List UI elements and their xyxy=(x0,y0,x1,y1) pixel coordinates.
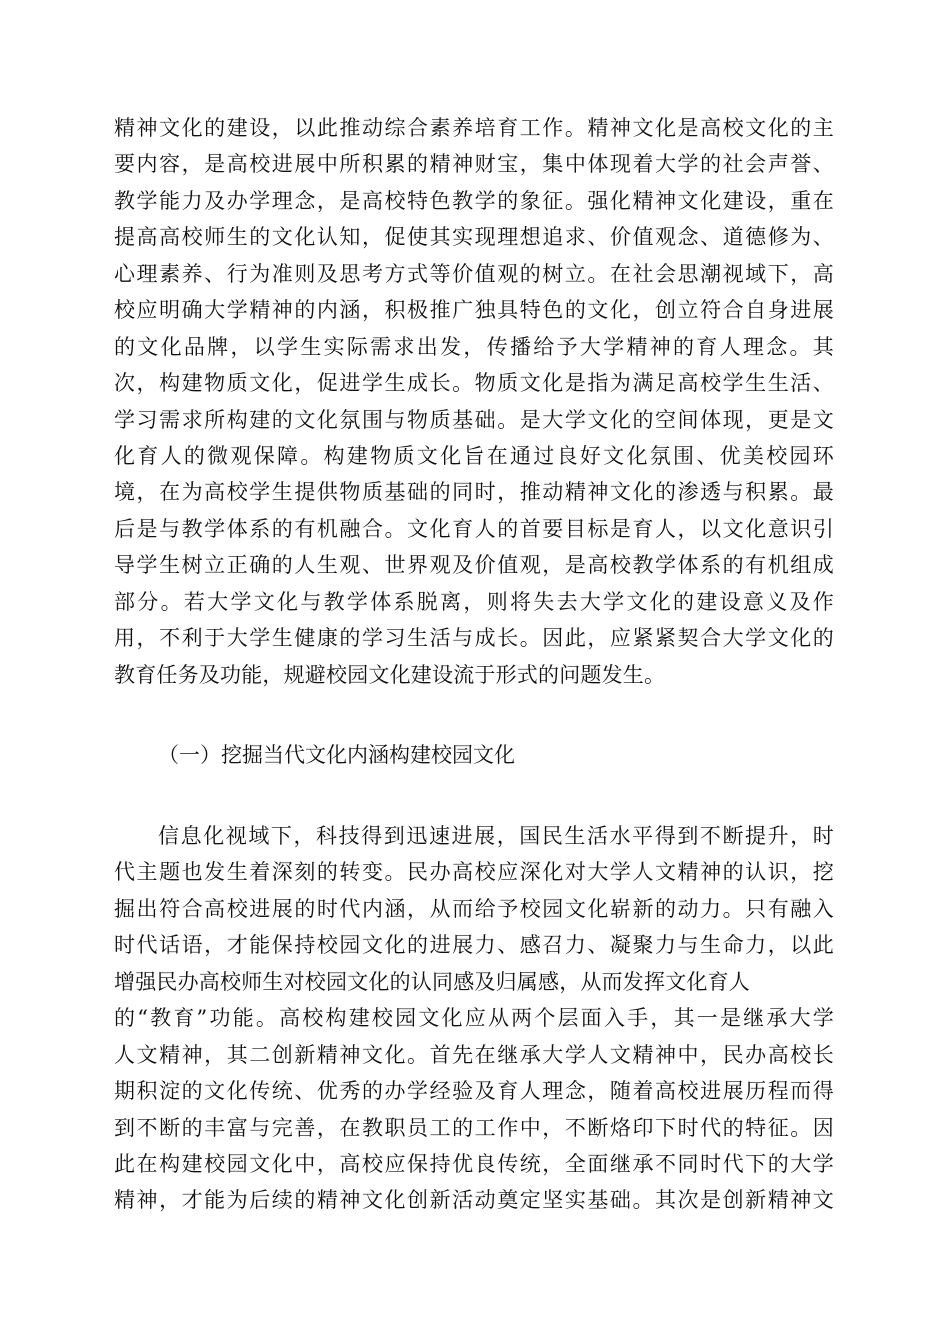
text-line: 信息化视域下，科技得到迅速进展，国民生活水平得到不断提升，时 xyxy=(158,824,834,848)
text-line: 部分。若大学文化与教学体系脱离，则将失去大学文化的建设意义及作 xyxy=(114,589,834,614)
section-heading: （一）挖掘当代文化内涵构建校园文化 xyxy=(158,743,515,767)
text-line: 化育人的微观保障。构建物质文化旨在通过良好文化氛围、优美校园环 xyxy=(114,443,834,468)
text-line: 心理素养、行为准则及思考方式等价值观的树立。在社会思潮视域下，高 xyxy=(114,261,834,286)
text-line: 教育任务及功能，规避校园文化建设流于形式的问题发生。 xyxy=(114,662,666,687)
text-line: 精神文化的建设，以此推动综合素养培育工作。精神文化是高校文化的主 xyxy=(114,116,834,140)
section-heading-block xyxy=(114,735,834,775)
text-line: 此在构建校园文化中，高校应保持优良传统，全面继承不同时代下的大学 xyxy=(114,1151,834,1176)
text-line: 要内容，是高校进展中所积累的精神财宝，集中体现着大学的社会声誉、 xyxy=(114,152,834,177)
text-line: 次，构建物质文化，促进学生成长。物质文化是指为满足高校学生生活、 xyxy=(114,371,834,396)
text-line: 导学生树立正确的人生观、世界观及价值观，是高校教学体系的有机组成 xyxy=(114,553,834,578)
text-line: 的“教育”功能。高校构建校园文化应从两个层面入手，其一是继承大学 xyxy=(114,1006,834,1031)
text-line: 期积淀的文化传统、优秀的办学经验及育人理念，随着高校进展历程而得 xyxy=(114,1079,834,1104)
text-line: 精神，才能为后续的精神文化创新活动奠定坚实基础。其次是创新精神文 xyxy=(114,1188,834,1213)
text-line: 增强民办高校师生对校园文化的认同感及归属感，从而发挥文化育人 xyxy=(114,969,750,994)
text-line: 的文化品牌，以学生实际需求出发，传播给予大学精神的育人理念。其 xyxy=(114,334,834,359)
text-line: 教学能力及办学理念，是高校特色教学的象征。强化精神文化建设，重在 xyxy=(114,188,834,213)
text-line: 提高高校师生的文化认知，促使其实现理想追求、价值观念、道德修为、 xyxy=(114,225,834,250)
text-line: 后是与教学体系的有机融合。文化育人的首要目标是育人，以文化意识引 xyxy=(114,516,834,541)
text-line: 境，在为高校学生提供物质基础的同时，推动精神文化的渗透与积累。最 xyxy=(114,480,834,505)
text-line: 学习需求所构建的文化氛围与物质基础。是大学文化的空间体现，更是文 xyxy=(114,407,834,432)
text-line: 用，不利于大学生健康的学习生活与成长。因此，应紧紧契合大学文化的 xyxy=(114,626,834,651)
text-line: 人文精神，其二创新精神文化。首先在继承大学人文精神中，民办高校长 xyxy=(114,1042,834,1067)
text-line: 代主题也发生着深刻的转变。民办高校应深化对大学人文精神的认识，挖 xyxy=(114,860,834,885)
text-line: 校应明确大学精神的内涵，积极推广独具特色的文化，创立符合自身进展 xyxy=(114,298,834,323)
text-line: 时代话语，才能保持校园文化的进展力、感召力、凝聚力与生命力，以此 xyxy=(114,933,834,958)
text-line: 到不断的丰富与完善，在教职员工的工作中，不断烙印下时代的特征。因 xyxy=(114,1115,834,1140)
paragraph-contemporary-culture xyxy=(114,818,834,1219)
paragraph-spiritual-culture xyxy=(114,110,834,693)
text-line: 掘出符合高校进展的时代内涵，从而给予校园文化崭新的动力。只有融入 xyxy=(114,896,834,921)
